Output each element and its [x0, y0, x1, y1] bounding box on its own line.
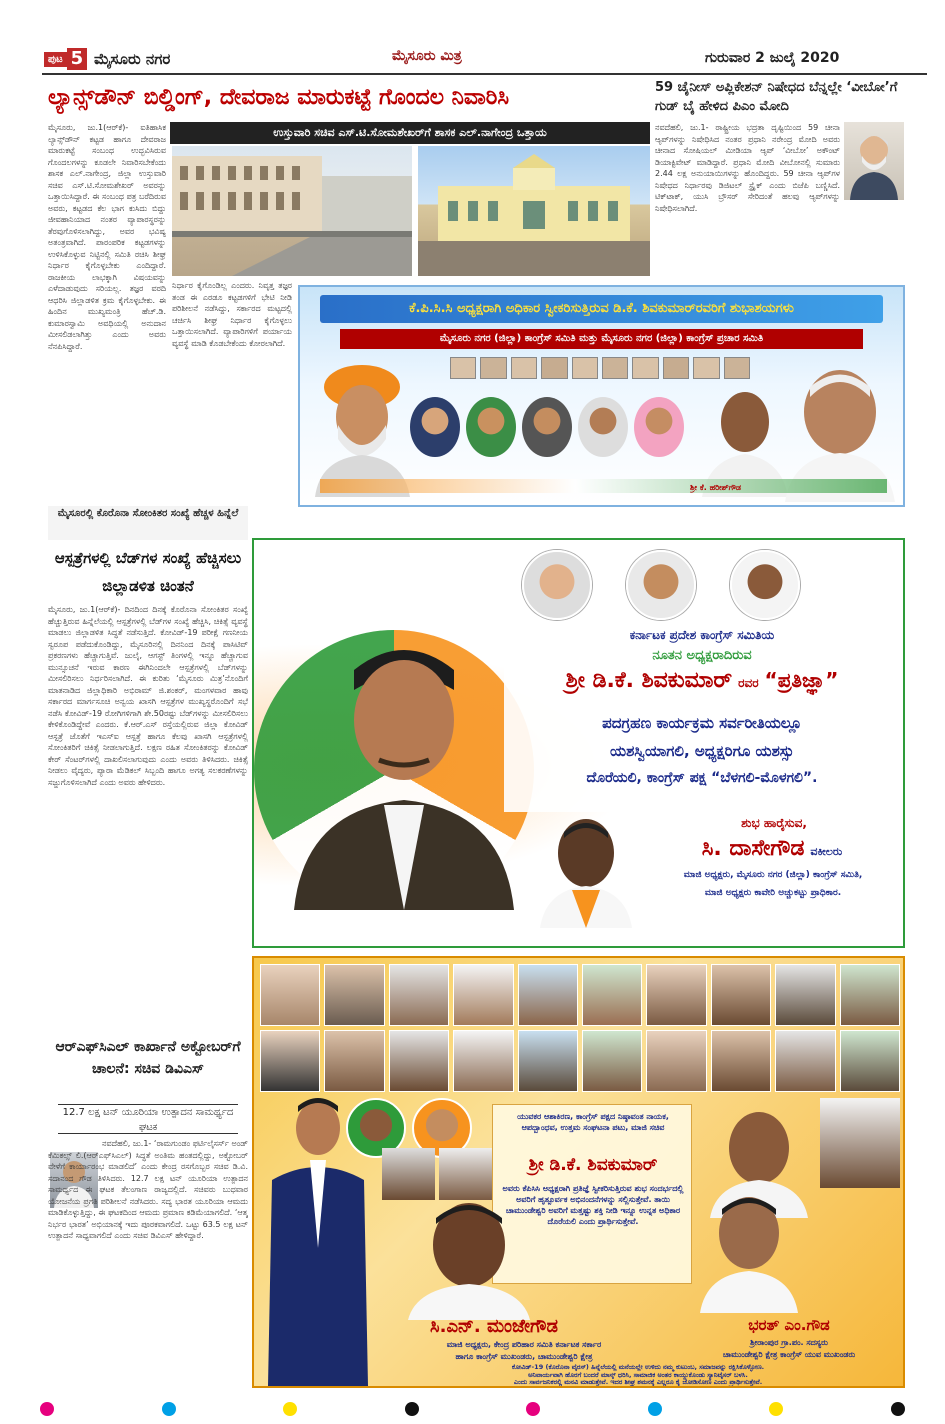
- manje-right-title1: ಶ್ರೀರಾಂಪುರ ಗ್ರಾ.ಪಂ. ಸದಸ್ಯರು: [750, 1338, 828, 1347]
- ad-signer-line: [642, 836, 902, 866]
- dasegowda-portrait: [536, 808, 636, 928]
- ad-greet: ಶುಭ ಹಾರೈಸುವ,: [741, 816, 807, 830]
- black-dot: [891, 1402, 905, 1416]
- portrait: [634, 397, 684, 457]
- yellow-dot: [769, 1402, 783, 1416]
- dks-portrait: [284, 610, 524, 910]
- banner-line1: ಕೆ.ಪಿ.ಸಿ.ಸಿ ಅಧ್ಯಕ್ಷರಾಗಿ ಅಧಿಕಾರ ಸ್ವೀಕರಿಸುತ್ತಿರುವ ಡಿ.ಕೆ. ಶಿವಕುಮಾರ್‌ರವರಿಗೆ ಶುಭಾಶಯಗಳು: [320, 295, 883, 323]
- magenta-dot: [526, 1402, 540, 1416]
- manje-footer3: ಎಂದು ಸಾರ್ವಜನಿಕರಲ್ಲಿ ಮನವಿ ಮಾಡುತ್ತೇವೆ. ಇದರ ಶೀಘ್ರ ಶಮನಕ್ಕೆ ಎಲ್ಲರೂ ಕೈ ಜೋಡಿಸೋಣ ಎಂದು ಪ್ರಾರ್ಥಿಸುತ್ತೇವೆ.: [513, 1378, 763, 1386]
- grid-portrait: [260, 1030, 320, 1092]
- beds-kicker: ಮೈಸೂರಲ್ಲಿ ಕೊರೊನಾ ಸೋಂಕಿತರ ಸಂಖ್ಯೆ ಹೆಚ್ಚಳ ಹಿನ್ನೆಲೆ: [48, 506, 248, 540]
- banner-portrait-row: [410, 397, 690, 487]
- beds-body: ಮೈಸೂರು, ಜು.1(ಆರ್‌ಕೆ)- ದಿನದಿಂದ ದಿನಕ್ಕೆ ಕೊರೊನಾ ಸೋಂಕಿತರ ಸಂಖ್ಯೆ ಹೆಚ್ಚುತ್ತಿರುವ ಹಿನ್ನೆಲೆಯಲ್ಲಿ ಆಸ್ಪತ್ರೆಗಳಲ್ಲಿ ಬೆಡ್‌ಗಳ ಸಂಖ್ಯೆ ಹೆಚ್ಚಿಸಿ, ಚಿಕಿತ್ಸೆ ವ್ಯವಸ್ಥೆ ಮಾಡಲು ಜಿಲ್ಲಾಡಳಿತ ಸಿದ್ಧತೆ ನಡೆಸುತ್ತಿದೆ. ಕೋವಿಡ್-19 ಪರೀಕ್ಷೆ ಗಣನೀಯ ಸ್ವರೂಪ ಪಡೆದುಕೊಂಡಿದ್ದು, ಮೈಸೂರಿನಲ್ಲಿ ದಿನನಿಂದ ದಿನಕ್ಕೆ ಪಾಸಿಟಿವ್ ಪ್ರಕರಣಗಳು ಹೆಚ್ಚಾಗುತ್ತಿವೆ. ಜುಲೈ, ಆಗಸ್ಟ್ ತಿಂಗಳಲ್ಲಿ ಇನ್ನೂ ಹೆಚ್ಚಾಗುವ ಮುನ್ಸೂಚನೆ ಇರುವ ಕಾರಣ ಈಗಿನಿಂದಲೇ ಆಸ್ಪತ್ರೆಗಳಲ್ಲಿ ಬೆಡ್‌ಗಳನ್ನು ಮೀಸಲಿರಿಸಲು ನಿರ್ಧರಿಸಲಾಗಿದೆ. ಈ ಕುರಿತು ‘ಮೈಸೂರು ಮಿತ್ರ’ನೊಂದಿಗೆ ಮಾತನಾಡಿದ ಜಿಲ್ಲಾಧಿಕಾರಿ ಅಭಿರಾಮ್ ಜಿ.ಶಂಕರ್, ಮಂಗಳವಾರ ಹಾವು ಸರ್ಕಾರದ ಮಾರ್ಗಸೂಚಿ ಅನ್ವಯ ಖಾಸಗಿ ಆಸ್ಪತ್ರೆಗಳ ಮುಖ್ಯಸ್ಥರೊಂದಿಗೆ ಸಭೆ ನಡೆಸಿ ಕೋವಿಡ್-19 ರೋಗಿಗಳಿಗಾಗಿ ಶೇ.50ರಷ್ಟು ಬೆಡ್‌ಗಳನ್ನು ಮೀಸಲಿರಿಸಲು ಕೇಳಿಕೊಂಡಿದ್ದೇವೆ ಎಂದರು. ಕೆ.ಆರ್.ಎಸ್ ರಸ್ತೆಯಲ್ಲಿರುವ ಜಿಲ್ಲಾ ಕೋವಿಡ್ ಆಸ್ಪತ್ರೆ ಜೊತೆಗೆ ಇಎಸ್‌ಐ ಆಸ್ಪತ್ರೆ ಹಾಗೂ ಕೆಲವು ಖಾಸಗಿ ಆಸ್ಪತ್ರೆಗಳಲ್ಲಿ ಸೋಂಕಿತರಿಗೆ ಚಿಕಿತ್ಸೆ ನೀಡಲಾಗುತ್ತಿದೆ. ಲಕ್ಷಣ ರಹಿತ ಸೋಂಕಿತರನ್ನು ಕೋವಿಡ್ ಕೇರ್ ಸೆಂಟರ್‌ಗಳಲ್ಲಿ ದಾಖಲಿಸಲಾಗುವುದು ಎಂದು ಅವರು ತಿಳಿಸಿದರು. ಚಿಕಿತ್ಸೆ ನೀಡಲು ವೈದ್ಯರು, ಪ್ಯಾರಾ ಮೆಡಿಕಲ್ ಸಿಬ್ಬಂದಿ ಹಾಗೂ ಅಗತ್ಯ ಸಲಕರಣೆಗಳನ್ನು ಸಜ್ಜುಗೊಳಿಸಲಾಗಿದೆ ಎಂದು ಅವರು ಹೇಳಿದರು.: [48, 605, 248, 787]
- grid-portrait: [324, 1030, 384, 1092]
- manje-footer: [374, 1364, 902, 1386]
- grid-portrait: [582, 964, 642, 1026]
- grid-portrait: [518, 964, 578, 1026]
- banner-portrait-strip: [450, 357, 750, 379]
- ad-signer-title: ವಕೀಲರು: [810, 845, 843, 858]
- masthead: ಮೈಸೂರು ಮಿತ್ರ: [392, 48, 462, 64]
- manje-left-title2: ಹಾಗೂ ಕಾಂಗ್ರೆಸ್ ಮುಖಂಡರು, ಚಾಮುಂಡೇಶ್ವರಿ ಕ್ಷೇತ್ರ: [455, 1352, 593, 1361]
- grid-portrait: [453, 964, 513, 1026]
- manjegowda-ad: [252, 956, 905, 1388]
- manje-note: ಯುವಕರ ಆಶಾಕಿರಣ, ಕಾಂಗ್ರೆಸ್ ಪಕ್ಷದ ನಿಷ್ಠಾವಂತ ನಾಯಕ, ಆಪದ್ಬಾಂಧವ, ಉತ್ತಮ ಸಂಘಟನಾ ಪಟು, ಮಾಜಿ ಸಚಿವ: [517, 1112, 669, 1132]
- devaraja-market-photo: [418, 146, 650, 276]
- cyan-dot: [162, 1402, 176, 1416]
- modi-body: ನವದೆಹಲಿ, ಜು.1- ರಾಷ್ಟ್ರೀಯ ಭದ್ರತಾ ದೃಷ್ಟಿಯಿಂದ 59 ಚೀನಾ ಆ್ಯಪ್‌ಗಳನ್ನು ನಿಷೇಧಿಸಿದ ನಂತರ ಪ್ರಧಾನಿ ನರೇಂದ್ರ ಮೋದಿ ಅವರು ಚೀನಾದ ಸೋಷಿಯಲ್ ಮೀಡಿಯಾ ಆ್ಯಪ್ ‘ವೀಬೋ’ ಅಕೌಂಟ್ ಡಿಯಾಕ್ಟಿವೇಟ್ ಮಾಡಿದ್ದಾರೆ. ಪ್ರಧಾನಿ ಮೋದಿ ವೀಬೋನಲ್ಲಿ ಸುಮಾರು 2.44 ಲಕ್ಷ ಅನುಯಾಯಿಗಳನ್ನು ಹೊಂದಿದ್ದರು. 59 ಚೀನಾ ಆ್ಯಪ್‌ಗಳ ನಿಷೇಧದ ನಿರ್ಧಾರವು ಡಿಜಿಟಲ್ ಸ್ಟ್ರೈಕ್ ಎಂದು ಬಿಜೆಪಿ ಬಣ್ಣಿಸಿದೆ. ಟಿಕ್‌ಟಾಕ್, ಯುಸಿ ಬ್ರೌಸರ್ ಸೇರಿದಂತೆ ಹಲವು ಆ್ಯಪ್‌ಗಳನ್ನು ನಿಷೇಧಿಸಲಾಗಿದೆ.: [655, 123, 840, 213]
- rfcl-body: ನವದೆಹಲಿ, ಜು.1- ‘ರಾಮಗುಂಡಂ ಫರ್ಟಿಲೈಸರ್ಸ್ ಅಂಡ್ ಕೆಮಿಕಲ್ಸ್ ಲಿ.(ಆರ್‌ಎಫ್‌ಸಿಎಲ್) ಸಿದ್ಧತೆ ಅಂತಿಮ ಹಂತದಲ್ಲಿದ್ದು, ಅಕ್ಟೋಬರ್ ವೇಳೆಗೆ ಕಾರ್ಯಾರಂಭ ಮಾಡಲಿದೆ’ ಎಂದು ಕೇಂದ್ರ ರಸಗೊಬ್ಬರ ಸಚಿವ ಡಿ.ವಿ. ಸದಾನಂದ ಗೌಡ ತಿಳಿಸಿದರು. 12.7 ಲಕ್ಷ ಟನ್ ಯೂರಿಯಾ ಉತ್ಪಾದನ ಸಾಮರ್ಥ್ಯದ ಈ ಘಟಕ ತೆಲಂಗಾಣ ರಾಜ್ಯದಲ್ಲಿದೆ. ಸಚಿವರು ಬುಧವಾರ ಯೋಜನೆಯ ಪ್ರಗತಿ ಪರಿಶೀಲನೆ ನಡೆಸಿದರು. ಸದ್ಯ ಭಾರತ ಯೂರಿಯಾ ಆಮದು ಮಾಡಿಕೊಳ್ಳುತ್ತಿದ್ದು, ಈ ಘಟಕದಿಂದ ಆಮದು ಪ್ರಮಾಣ ಕಡಿಮೆಯಾಗಲಿದೆ. ‘ಆತ್ಮ ನಿರ್ಭರ ಭಾರತ’ ಅಭಿಯಾನಕ್ಕೆ ಇದು ಪೂರಕವಾಗಲಿದೆ. ಒಟ್ಟು 63.5 ಲಕ್ಷ ಟನ್ ಉತ್ಪಾದನೆ ಸಾಧ್ಯವಾಗಲಿದೆ ಎಂದು ಸಚಿವ ಡಿವಿಎಸ್ ಹೇಳಿದ್ದಾರೆ.: [48, 1139, 248, 1240]
- market-building-illustration: [418, 146, 650, 276]
- grid-portrait: [775, 1030, 835, 1092]
- ad-org: ಕರ್ನಾಟಕ ಪ್ರದೇಶ ಕಾಂಗ್ರೆಸ್ ಸಮಿತಿಯ: [629, 628, 775, 642]
- grid-portrait: [582, 1030, 642, 1092]
- lead-headline: ಲ್ಯಾನ್ಸ್‌ಡೌನ್ ಬಿಲ್ಡಿಂಗ್, ದೇವರಾಜ ಮಾರುಕಟ್ಟೆ ಗೊಂದಲ ನಿವಾರಿಸಿ: [48, 85, 510, 110]
- manje-note2: ಅವರು ಕೆಪಿಸಿಸಿ ಅಧ್ಯಕ್ಷರಾಗಿ ಪ್ರತಿಜ್ಞೆ ಸ್ವೀಕರಿಸುತ್ತಿರುವ ಶುಭ ಸಂದರ್ಭದಲ್ಲಿ ಅವರಿಗೆ ಹೃತ್ಪೂರ್ವಕ ಅಭಿನಂದನೆಗಳನ್ನು ಸಲ್ಲಿಸುತ್ತೇವೆ. ತಾಯಿ ಚಾಮುಂಡೇಶ್ವರಿ ಅವರಿಗೆ ಮತ್ತಷ್ಟು ಶಕ್ತಿ ನೀಡಿ ಇನ್ನೂ ಉನ್ನತ ಅಧಿಕಾರ ದೊರೆಯಲಿ ಎಂದು ಪ್ರಾರ್ಥಿಸುತ್ತೇವೆ.: [502, 1184, 684, 1226]
- grid-portrait: [711, 1030, 771, 1092]
- mini-portrait: [663, 357, 689, 379]
- lead-body-col1: ಮೈಸೂರು, ಜು.1(ಆರ್‌ಕೆ)- ಐತಿಹಾಸಿಕ ಲ್ಯಾನ್ಸ್‌ಡೌನ್ ಕಟ್ಟಡ ಹಾಗೂ ದೇವರಾಜ ಮಾರುಕಟ್ಟೆ ಸಂಬಂಧ ಉದ್ಭವಿಸಿರುವ ಗೊಂದಲಗಳನ್ನು ಕೂಡಲೇ ನಿವಾರಿಸಬೇಕೆಂದು ಶಾಸಕ ಎಲ್.ನಾಗೇಂದ್ರ, ಜಿಲ್ಲಾ ಉಸ್ತುವಾರಿ ಸಚಿವ ಎಸ್.ಟಿ.ಸೋಮಶೇಖರ್ ಅವರನ್ನು ಒತ್ತಾಯಿಸಿದ್ದಾರೆ. ಈ ಸಂಬಂಧ ಪತ್ರ ಬರೆದಿರುವ ಅವರು, ಕಟ್ಟಡದ ಕೆಲ ಭಾಗ ಕುಸಿದು ಬಿದ್ದು ಜೀವಹಾನಿಯಾದ ನಂತರ ವ್ಯಾಪಾರಸ್ಥರನ್ನು ತೆರವುಗೊಳಿಸಲಾಗಿದ್ದು, ಅವರ ಭವಿಷ್ಯ ಅತಂತ್ರವಾಗಿದೆ. ಪಾರಂಪರಿಕ ಕಟ್ಟಡಗಳನ್ನು ಉಳಿಸಿಕೊಳ್ಳುವ ನಿಟ್ಟಿನಲ್ಲಿ ಸಮಿತಿ ರಚಿಸಿ ಶೀಘ್ರ ನಿರ್ಧಾರ ಕೈಗೊಳ್ಳಬೇಕು ಎಂದಿದ್ದಾರೆ. ರಾಜಕೀಯ ಲಾಭಕ್ಕಾಗಿ ವಿಷಯವನ್ನು ಎಳೆದಾಡುವುದು ಸರಿಯಲ್ಲ. ತಜ್ಞರ ವರದಿ ಆಧರಿಸಿ ಜಿಲ್ಲಾಡಳಿತ ಕ್ರಮ ಕೈಗೊಳ್ಳಬೇಕು. ಈ ಹಿಂದಿನ ಮುಖ್ಯಮಂತ್ರಿ ಹೆಚ್.ಡಿ. ಕುಮಾರಸ್ವಾಮಿ ಅವಧಿಯಲ್ಲಿ ಅನುದಾನ ಮೀಸಲಿಡಲಾಗಿತ್ತು ಎಂದು ಅವರು ನೆನಪಿಸಿದ್ದಾರೆ.: [48, 123, 166, 351]
- mini-portrait: [450, 357, 476, 379]
- grid-portrait: [453, 1030, 513, 1092]
- grid-portrait: [260, 964, 320, 1026]
- cyan-dot: [648, 1402, 662, 1416]
- mini-portrait: [693, 357, 719, 379]
- header-rule: [42, 73, 927, 75]
- grid-portrait: [646, 964, 706, 1026]
- rfcl-headline: ಆರ್‌ಎಫ್‌ಸಿಎಲ್ ಕಾರ್ಖಾನೆ ಅಕ್ಟೋಬರ್‌ಗೆ ಚಾಲನೆ: ಸಚಿವ ಡಿವಿಎಸ್: [55, 1039, 241, 1077]
- grid-portrait: [840, 964, 900, 1026]
- leader-portrait-left: [310, 347, 415, 497]
- dks-banner-ad: [298, 285, 905, 507]
- ad-sign2: ಮಾಜಿ ಅಧ್ಯಕ್ಷರು ಕಾವೇರಿ ಅಚ್ಚುಕಟ್ಟು ಪ್ರಾಧಿಕಾರ.: [704, 888, 842, 898]
- registration-strip: [40, 1402, 905, 1420]
- grid-portrait: [840, 1030, 900, 1092]
- ad-pratijna: “ಪ್ರತಿಜ್ಞಾ”: [764, 668, 839, 692]
- grid-portrait: [389, 964, 449, 1026]
- magenta-dot: [40, 1402, 54, 1416]
- banner-sign: ಶ್ರೀ ಕೆ. ಹರೀಶ್‌ಗೌಡ: [690, 483, 742, 492]
- grid-portrait: [324, 964, 384, 1026]
- lead-body-col2: ನಿರ್ಧಾರ ಕೈಗೊಂಡಿಲ್ಲ ಎಂದರು. ನಿವೃತ್ತ ತಜ್ಞರ ತಂಡ ಈ ಎರಡೂ ಕಟ್ಟಡಗಳಿಗೆ ಭೇಟಿ ನೀಡಿ ಪರಿಶೀಲನೆ ನಡೆಸಿದ್ದು, ಸರ್ಕಾರದ ಮಟ್ಟದಲ್ಲಿ ಚರ್ಚಿಸಿ ಶೀಘ್ರ ನಿರ್ಧಾರ ಕೈಗೊಳ್ಳಲು ಒತ್ತಾಯಿಸಲಾಗಿದೆ. ವ್ಯಾಪಾರಿಗಳಿಗೆ ಪರ್ಯಾಯ ವ್ಯವಸ್ಥೆ ಮಾಡಿ ಕೊಡಬೇಕೆಂದು ಕೋರಲಾಗಿದೆ.: [172, 281, 292, 348]
- dasegowda-ad: [252, 538, 905, 948]
- page-label: ಪುಟ: [44, 52, 67, 67]
- manje-right-title2: ಚಾಮುಂಡೇಶ್ವರಿ ಕ್ಷೇತ್ರ ಕಾಂಗ್ರೆಸ್ ಯುವ ಮುಖಂಡರು: [722, 1350, 856, 1359]
- ad-role: ನೂತನ ಅಧ್ಯಕ್ಷರಾದಿರುವ: [652, 648, 752, 663]
- portrait-top-2: [626, 550, 696, 620]
- portrait-top-1: [522, 550, 592, 620]
- lead-subhead: ಉಸ್ತುವಾರಿ ಸಚಿವ ಎಸ್.ಟಿ.ಸೋಮಶೇಖರ್‌ಗೆ ಶಾಸಕ ಎಲ್.ನಾಗೇಂದ್ರ ಒತ್ತಾಯ: [170, 122, 650, 144]
- mini-portrait: [724, 357, 750, 379]
- manje-footer1: ಕೋವಿಡ್-19 (ಕೊರೊನಾ ವೈರಸ್) ಹಿನ್ನೆಲೆಯಲ್ಲಿ ಮನೆಯಲ್ಲೇ ಉಳಿದು ನಮ್ಮ ಕುಟುಂಬ, ಸಮಾಜವನ್ನು ರಕ್ಷಿಸಿಕೊಳ್ಳೋಣ.: [511, 1364, 765, 1371]
- rfcl-subhead: 12.7 ಲಕ್ಷ ಟನ್ ಯೂರಿಯಾ ಉತ್ಪಾದನ ಸಾಮರ್ಥ್ಯದ ಘಟಕ: [58, 1104, 238, 1134]
- mini-portrait: [511, 357, 537, 379]
- tricolor-ribbon: [320, 479, 887, 493]
- beds-headline: ಆಸ್ಪತ್ರೆಗಳಲ್ಲಿ ಬೆಡ್‌ಗಳ ಸಂಖ್ಯೆ ಹೆಚ್ಚಿಸಲು ಜಿಲ್ಲಾಡಳಿತ ಚಿಂತನೆ: [54, 549, 242, 595]
- ad-ravara: ರವರ: [738, 676, 759, 690]
- modi-headline: 59 ಚೈನೀಸ್ ಅಪ್ಲಿಕೇಶನ್ ನಿಷೇಧದ ಬೆನ್ನಲ್ಲೇ ‘ವೀಬೋ’ಗೆ ಗುಡ್ ಬೈ ಹೇಳಿದ ಪಿಎಂ ಮೋದಿ: [655, 80, 898, 114]
- mini-portrait: [480, 357, 506, 379]
- lansdowne-photo: [172, 146, 412, 276]
- portrait-grid-row2: [260, 1030, 900, 1092]
- section-title: ಮೈಸೂರು ನಗರ: [94, 50, 171, 68]
- banner-line2: ಮೈಸೂರು ನಗರ (ಜಿಲ್ಲಾ) ಕಾಂಗ್ರೆಸ್ ಸಮಿತಿ ಮತ್ತು ಮೈಸೂರು ನಗರ (ಜಿಲ್ಲಾ) ಕಾಂಗ್ರೆಸ್ ಪ್ರಚಾರ ಸಮಿತಿ: [340, 329, 863, 349]
- manje-left-title1: ಮಾಜಿ ಅಧ್ಯಕ್ಷರು, ಕೇಂದ್ರ ಪರಿಹಾರ ಸಮಿತಿ ಕರ್ನಾಟಕ ಸರ್ಕಾರ: [446, 1340, 602, 1349]
- right-corner-portrait: [820, 1098, 900, 1188]
- manje-right-name: ಭರತ್ ಎಂ.ಗೌಡ: [748, 1316, 830, 1334]
- grid-portrait: [518, 1030, 578, 1092]
- portrait: [522, 397, 572, 457]
- grid-portrait: [711, 964, 771, 1026]
- bharath-portrait: [694, 1183, 804, 1313]
- yellow-dot: [283, 1402, 297, 1416]
- modi-photo: [844, 122, 904, 200]
- ad-text-panel: [504, 624, 900, 812]
- portrait: [466, 397, 516, 457]
- ad-name-line: [504, 668, 900, 708]
- manjegowda-portrait: [404, 1190, 534, 1320]
- grid-portrait: [389, 1030, 449, 1092]
- ad-line3: ದೊರೆಯಲಿ, ಕಾಂಗ್ರೆಸ್ ಪಕ್ಷ “ಬೆಳಗಲಿ-ಮೊಳಗಲಿ”.: [586, 770, 818, 786]
- mini-portrait: [632, 357, 658, 379]
- portrait-top-3: [730, 550, 800, 620]
- portrait: [410, 397, 460, 457]
- page-number: 5: [67, 48, 88, 70]
- portrait-icon: [844, 122, 904, 200]
- ad-sign1: ಮಾಜಿ ಅಧ್ಯಕ್ಷರು, ಮೈಸೂರು ನಗರ (ಜಿಲ್ಲಾ) ಕಾಂಗ್ರೆಸ್ ಸಮಿತಿ,: [683, 870, 863, 880]
- lansdowne-building-illustration: [172, 146, 412, 276]
- mini-portrait: [572, 357, 598, 379]
- ad-signer: ಸಿ. ದಾಸೇಗೌಡ: [701, 836, 805, 861]
- black-dot: [405, 1402, 419, 1416]
- manje-footer2: ಅನಿವಾರ್ಯವಾಗಿ ಹೊರಗೆ ಬಂದರೆ ಮಾಸ್ಕ್ ಧರಿಸಿ, ಸಾಮಾಜಿಕ ಅಂತರ ಕಾಯ್ದುಕೊಂಡು ಸ್ಯಾನಿಟೈಸರ್ ಬಳಸಿ.: [528, 1370, 748, 1379]
- mini-portrait: [541, 357, 567, 379]
- portrait-grid-row1: [260, 964, 900, 1026]
- ad-line2: ಯಶಸ್ವಿಯಾಗಲಿ, ಅಧ್ಯಕ್ಷರಿಗೂ ಯಶಸ್ಸು: [610, 742, 794, 760]
- portrait: [578, 397, 628, 457]
- manje-dks-name: ಶ್ರೀ ಡಿ.ಕೆ. ಶಿವಕುಮಾರ್: [528, 1155, 658, 1175]
- mini-portrait: [602, 357, 628, 379]
- ad-line1: ಪದಗ್ರಹಣ ಕಾರ್ಯಕ್ರಮ ಸರ್ವರೀತಿಯಲ್ಲೂ: [602, 714, 802, 732]
- manje-left-name: ಸಿ.ಎನ್. ಮಂಜೇಗೌಡ: [430, 1316, 558, 1337]
- ad-name: ಶ್ರೀ ಡಿ.ಕೆ. ಶಿವಕುಮಾರ್: [565, 668, 733, 693]
- grid-portrait: [775, 964, 835, 1026]
- dateline: ಗುರುವಾರ 2 ಜುಲೈ 2020: [705, 50, 840, 66]
- grid-portrait: [646, 1030, 706, 1092]
